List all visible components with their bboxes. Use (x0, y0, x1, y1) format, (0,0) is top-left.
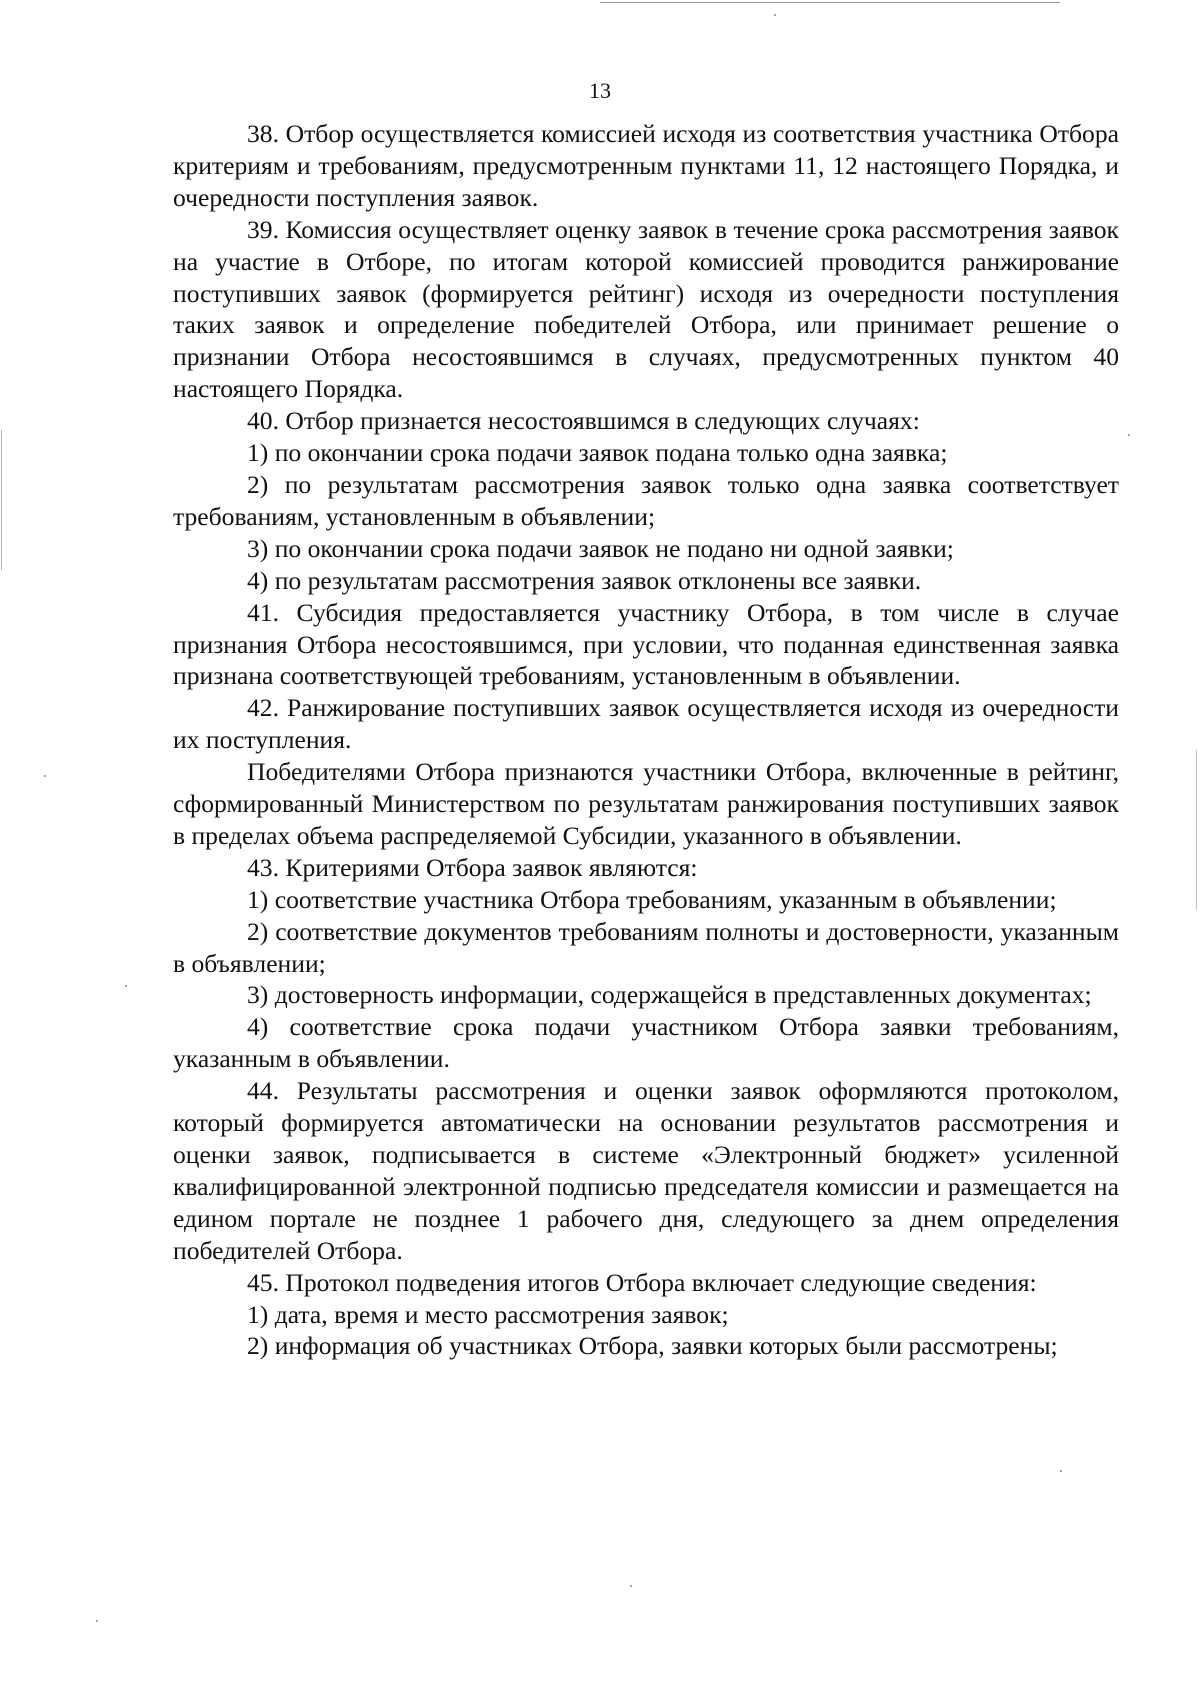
paragraph-42: 42. Ранжирование поступивших заявок осуществляется исходя из очередности их поступления. (173, 693, 1119, 755)
scan-speck (774, 14, 776, 16)
scan-speck (630, 1585, 632, 1587)
paragraph-43: 43. Критериями Отбора заявок являются: (247, 852, 698, 882)
scan-speck (1060, 1470, 1062, 1472)
scan-edge-top (600, 2, 1060, 3)
scan-speck (125, 985, 127, 987)
paragraph-41: 41. Субсидия предоставляется участнику Отбора, в том числе в случае признания Отбора несостоявшимся, при условии, что поданная единственная заявка признана соответствующей требованиям, установленным в объявлении. (173, 597, 1119, 691)
paragraph-40: 40. Отбор признается несостоявшимся в следующих случаях: (247, 406, 920, 436)
scan-edge-left (1, 430, 2, 570)
page-number: 13 (589, 78, 611, 103)
paragraph-40-item-2: 2) по результатам рассмотрения заявок только одна заявка соответствует требованиям, установленным в объявлении; (173, 469, 1119, 531)
paragraph-45: 45. Протокол подведения итогов Отбора включает следующие сведения: (247, 1267, 1037, 1297)
paragraph-43-item-1: 1) соответствие участника Отбора требованиям, указанным в объявлении; (247, 884, 1057, 914)
paragraph-38: 38. Отбор осуществляется комиссией исходя из соответствия участника Отбора критериям и требованиям, предусмотренным пунктами 11, 12 настоящего Порядка, и очередности поступления заявок. (173, 119, 1119, 212)
scan-edge-right (1196, 750, 1197, 910)
paragraph-43-item-4: 4) соответствие срока подачи участником Отбора заявки требованиям, указанным в объявлении. (173, 1012, 1119, 1074)
paragraph-45-item-2: 2) информация об участниках Отбора, заявки которых были рассмотрены; (247, 1331, 1058, 1361)
paragraph-44: 44. Результаты рассмотрения и оценки заявок оформляются протоколом, который формируется автоматически на основании результатов рассмотрения и оценки заявок, подписывается в системе «Электронный бюджет» усиленной квалифицированной электронной подписью председателя комиссии и размещается на едином портале не позднее 1 рабочего дня, следующего за днем определения победителей Отбора. (173, 1076, 1119, 1265)
paragraph-40-item-1: 1) по окончании срока подачи заявок подана только одна заявка; (247, 438, 948, 468)
document-body (173, 118, 1119, 1362)
scan-speck (96, 1620, 98, 1622)
paragraph-40-item-4: 4) по результатам рассмотрения заявок отклонены все заявки. (247, 565, 922, 595)
paragraph-45-item-1: 1) дата, время и место рассмотрения заявок; (247, 1299, 729, 1329)
paragraph-42-winners: Победителями Отбора признаются участники Отбора, включенные в рейтинг, сформированный Министерством по результатам ранжирования поступивших заявок в пределах объема распределяемой Субсидии, указанного в объявлении. (173, 757, 1119, 850)
paragraph-43-item-3: 3) достоверность информации, содержащейся в представленных документах; (247, 980, 1092, 1010)
scan-speck (1128, 434, 1130, 436)
paragraph-39: 39. Комиссия осуществляет оценку заявок в течение срока рассмотрения заявок на участие в Отборе, по итогам которой комиссией проводится ранжирование поступивших заявок (формируется рейтинг) исходя из очередности поступления таких заявок и определение победителей Отбора, или принимает решение о признании Отбора несостоявшимся в случаях, предусмотренных пунктом 40 настоящего Порядка. (173, 214, 1119, 404)
paragraph-43-item-2: 2) соответствие документов требованиям полноты и достоверности, указанным в объявлении; (173, 916, 1119, 978)
scan-speck (44, 775, 46, 777)
paragraph-40-item-3: 3) по окончании срока подачи заявок не подано ни одной заявки; (247, 533, 954, 563)
